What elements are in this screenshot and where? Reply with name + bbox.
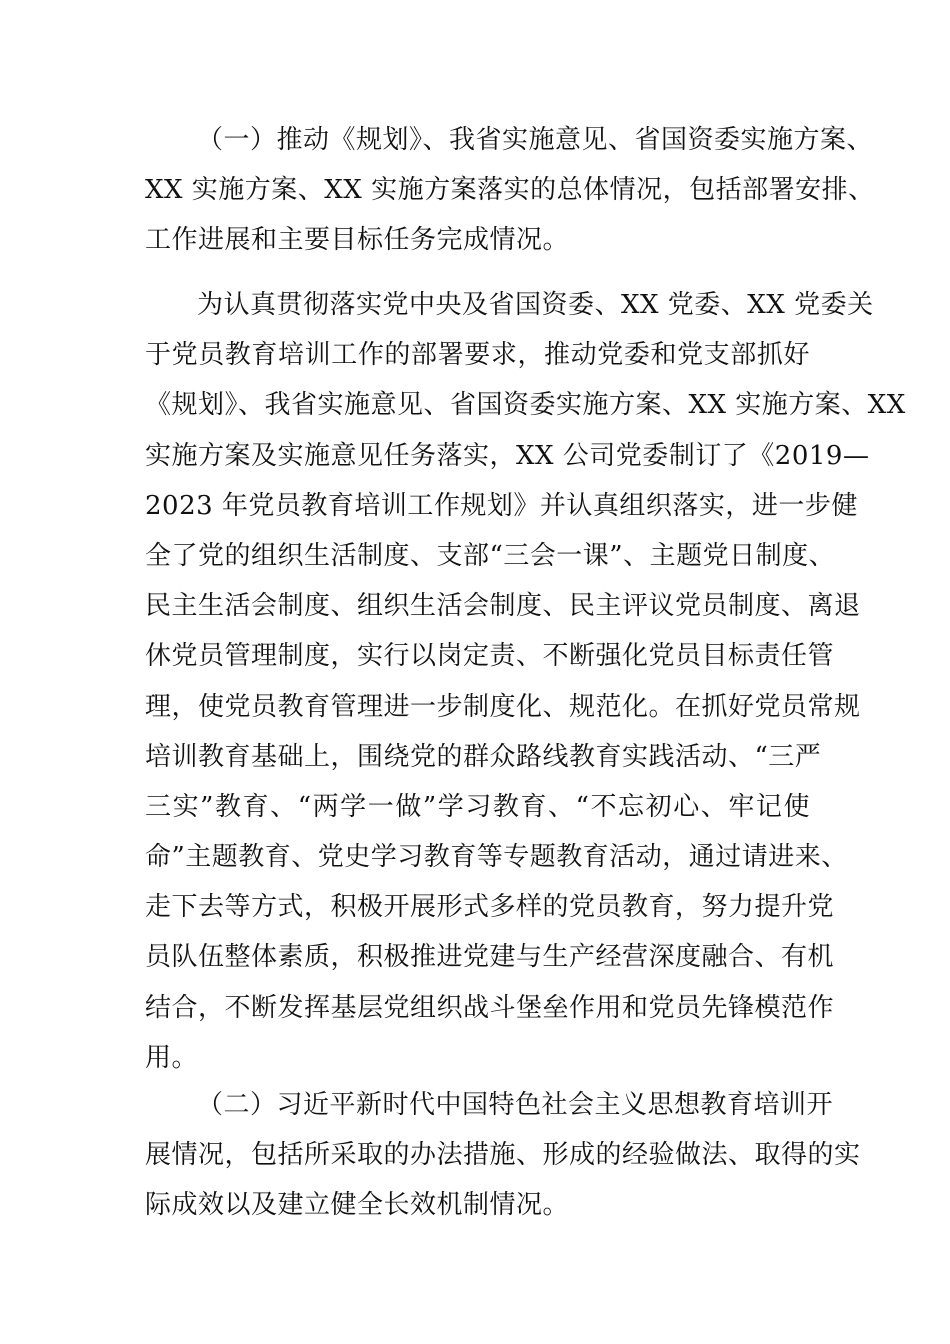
section-heading-1 — [145, 115, 875, 266]
paragraph-1-line-2: 于党员教育培训工作的部署要求，推动党委和党支部抓好 — [145, 340, 810, 371]
paragraph-1-line-8: 休党员管理制度，实行以岗定责、不断强化党员目标责任管 — [145, 641, 835, 672]
paragraph-1-line-4: 实施方案及实施意见任务落实，XX 公司党委制订了《2019— — [145, 440, 870, 471]
paragraph-1-line-5: 2023 年党员教育培训工作规划》并认真组织落实，进一步健 — [145, 490, 858, 521]
paragraph-1-line-16: 用。 — [145, 1042, 199, 1073]
paragraph-1-line-7: 民主生活会制度、组织生活会制度、民主评议党员制度、离退 — [145, 591, 861, 622]
paragraph-1-line-13: 走下去等方式，积极开展形式多样的党员教育，努力提升党 — [145, 892, 835, 923]
section-1-line-1: （一）推动《规划》、我省实施意见、省国资委实施方案、 — [197, 125, 874, 155]
section-2-line-1: （二）习近平新时代中国特色社会主义思想教育培训开 — [197, 1090, 834, 1120]
section-2-line-2: 展情况，包括所采取的办法措施、形成的经验做法、取得的实 — [145, 1140, 861, 1171]
paragraph-1-line-6: 全了党的组织生活制度、支部“三会一课”、主题党日制度、 — [145, 540, 836, 571]
paragraph-1-line-11: 三实”教育、“两学一做”学习教育、“不忘初心、牢记使 — [145, 791, 810, 822]
paragraph-1-line-1: 为认真贯彻落实党中央及省国资委、XX 党委、XX 党委关 — [197, 290, 874, 320]
paragraph-1-line-12: 命”主题教育、党史学习教育等专题教育活动，通过请进来、 — [145, 842, 848, 873]
section-1-line-2: XX 实施方案、XX 实施方案落实的总体情况，包括部署安排、 — [145, 175, 875, 206]
paragraph-1-line-9: 理，使党员教育管理进一步制度化、规范化。在抓好党员常规 — [145, 691, 861, 722]
section-1-line-3: 工作进展和主要目标任务完成情况。 — [145, 225, 570, 256]
paragraph-1-line-10: 培训教育基础上，围绕党的群众路线教育实践活动、“三严 — [145, 741, 822, 772]
body-paragraph-1 — [145, 280, 906, 1083]
section-heading-2 — [145, 1080, 861, 1231]
section-2-line-3: 际成效以及建立健全长效机制情况。 — [145, 1190, 570, 1221]
paragraph-1-line-3: 《规划》、我省实施意见、省国资委实施方案、XX 实施方案、XX — [145, 390, 906, 421]
paragraph-1-line-14: 员队伍整体素质，积极推进党建与生产经营深度融合、有机 — [145, 942, 835, 973]
paragraph-1-line-15: 结合，不断发挥基层党组织战斗堡垒作用和党员先锋模范作 — [145, 992, 835, 1023]
